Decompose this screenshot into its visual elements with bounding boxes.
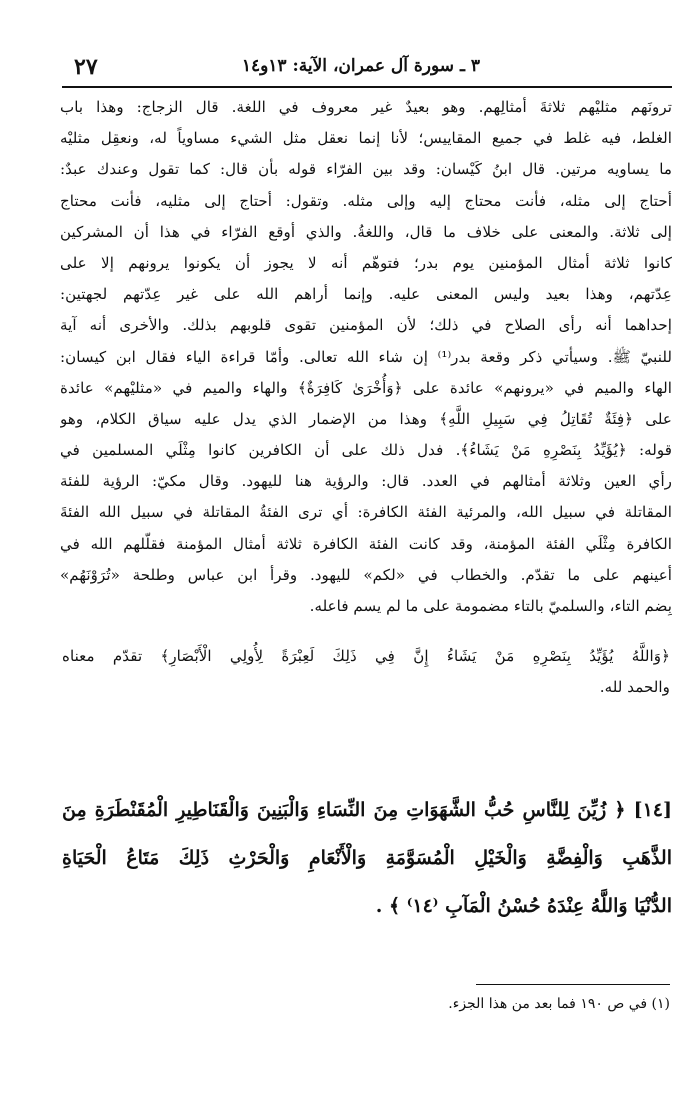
text-line: كانوا ثلاثة أمثال المؤمنين يوم بدر؛ فتوهّم أنه لا يجوز أن يكونوا يرونهم إلا على [60, 253, 672, 272]
header-rule [62, 86, 672, 88]
text-line: بِضم التاء، والسلميّ بالتاء مضمومة على ما لم يسم فاعله. [309, 597, 672, 615]
text-line: ما يساويه مرتين. قال ابنُ كَيْسان: وقد بين الفرّاء قوله بأن قال: كما تقول وعندك عبدٌ: [60, 160, 672, 179]
text-line: عِدّتهم، وهذا بعيد وليس المعنى عليه. وإنما أراهم الله على غير عِدّتهم لجهتين: [60, 285, 672, 304]
footnote-rule [476, 984, 670, 985]
verse-text: ﴿ زُيِّنَ لِلنَّاسِ حُبُّ الشَّهَوَاتِ مِنَ النِّسَاءِ وَالْبَنِينَ وَالْقَنَاطِيرِ الْمُقَنْطَرَةِ مِنَ [62, 799, 626, 821]
text-line: المقاتلة في سبيل الله، والمرئية الفئة الكافرة: أي ترى الفئةُ المقاتلة في سبيل الله الفئةَ [60, 503, 672, 522]
text-line: ﴿وَاللَّهُ يُؤَيِّدُ بِنَصْرِهِ مَنْ يَشَاءُ إِنَّ فِي ذَلِكَ لَعِبْرَةً لِأُولِي الْأَبْصَارِ﴾ تقدّم معناه [62, 647, 670, 665]
text-line: أعينهم على ما تقدّم. والخطاب في «لكم» لليهود. وقرأ ابن عباس وطلحة «تُرَوْنَهُم» [60, 565, 672, 584]
text-line: على ﴿فِئَةٌ تُقَاتِلُ فِي سَبِيلِ اللَّهِ﴾ وهذا من الإضمار الذي يدل عليه سياق الكلام، وهو [60, 409, 672, 428]
verse-14 [62, 786, 672, 930]
text-line: الكافرة مِثْلَي الفئة المؤمنة، وقد كانت الفئة الكافرة ثلاثة أمثال المؤمنة فقلّلهم الله في [60, 534, 672, 553]
text-line: إحداهما أنه رأى الصلاح في ذلك؛ لأن المؤمنين تقوى قلوبهم بذلك. والأخرى أنه آية [60, 316, 672, 335]
text-line: رأي العين وثلاثة أمثالهم في العدد. قال: والرؤية هنا لليهود. وقال مكيّ: الرؤية للفئة [60, 472, 672, 491]
page-header [62, 52, 670, 84]
text-line: أحتاج إلى مثله، فأنت محتاج إليه وإلى مثله. وتقول: أحتاج إلى مثليه، فأنت محتاج [60, 191, 672, 210]
text-line: ترونَهم مثليْهم ثلاثةَ أمثالِهم. وهو بعيدٌ غير معروف في اللغة. قال الزجاج: وهذا باب [60, 98, 672, 116]
text-line: للنبيّ ﷺ. وسيأتي ذكر وقعة بدر⁽¹⁾ إن شاء الله تعالى. وأمّا قراءة الياء فقال ابن كيسان: [60, 347, 672, 366]
verse-line: الدُّنْيَا وَاللَّهُ عِنْدَهُ حُسْنُ الْمَآبِ ⁽١٤⁾ ﴾ . [375, 895, 672, 917]
verse-line: الذَّهَبِ وَالْفِضَّةِ وَالْخَيْلِ الْمُسَوَّمَةِ وَالْأَنْعَامِ وَالْحَرْثِ ذَلِكَ مَتَاعُ الْحَيَاةِ [62, 847, 672, 869]
page-number: ٢٧ [74, 54, 98, 80]
text-line: الهاء والميم في «يرونهم» عائدة على ﴿وَأُخْرَىٰ كَافِرَةٌ﴾ والهاء والميم في «مثليْهم» عائدة [60, 378, 672, 397]
text-line: قوله: ﴿يُؤَيِّدُ بِنَصْرِهِ مَنْ يَشَاءُ﴾. فدل ذلك على أن الكافرين كانوا مِثْلَي المسلمين في [60, 441, 672, 460]
running-title: ٣ ـ سورة آل عمران، الآية: ١٣و١٤ [241, 56, 480, 76]
text-line: والحمد لله. [599, 678, 670, 697]
footnote: (١) في ص ١٩٠ فما بعد من هذا الجزء. [448, 996, 670, 1012]
text-line: الغلط، فيه غلط في جميع المقاييس؛ لأنا إنما نعقل مثل الشيء مساوياً له، ونعقِل مثليْه [60, 129, 672, 148]
commentary-text [60, 92, 672, 622]
quran-quote-paragraph [62, 640, 670, 702]
verse-number: [١٤] [633, 799, 672, 821]
verse-line [62, 786, 672, 834]
text-line: إلى ثلاثة. والمعنى على خلاف ما قال، واللغةُ. والذي أوقع الفرّاء في هذا أن المشركين [60, 222, 672, 241]
